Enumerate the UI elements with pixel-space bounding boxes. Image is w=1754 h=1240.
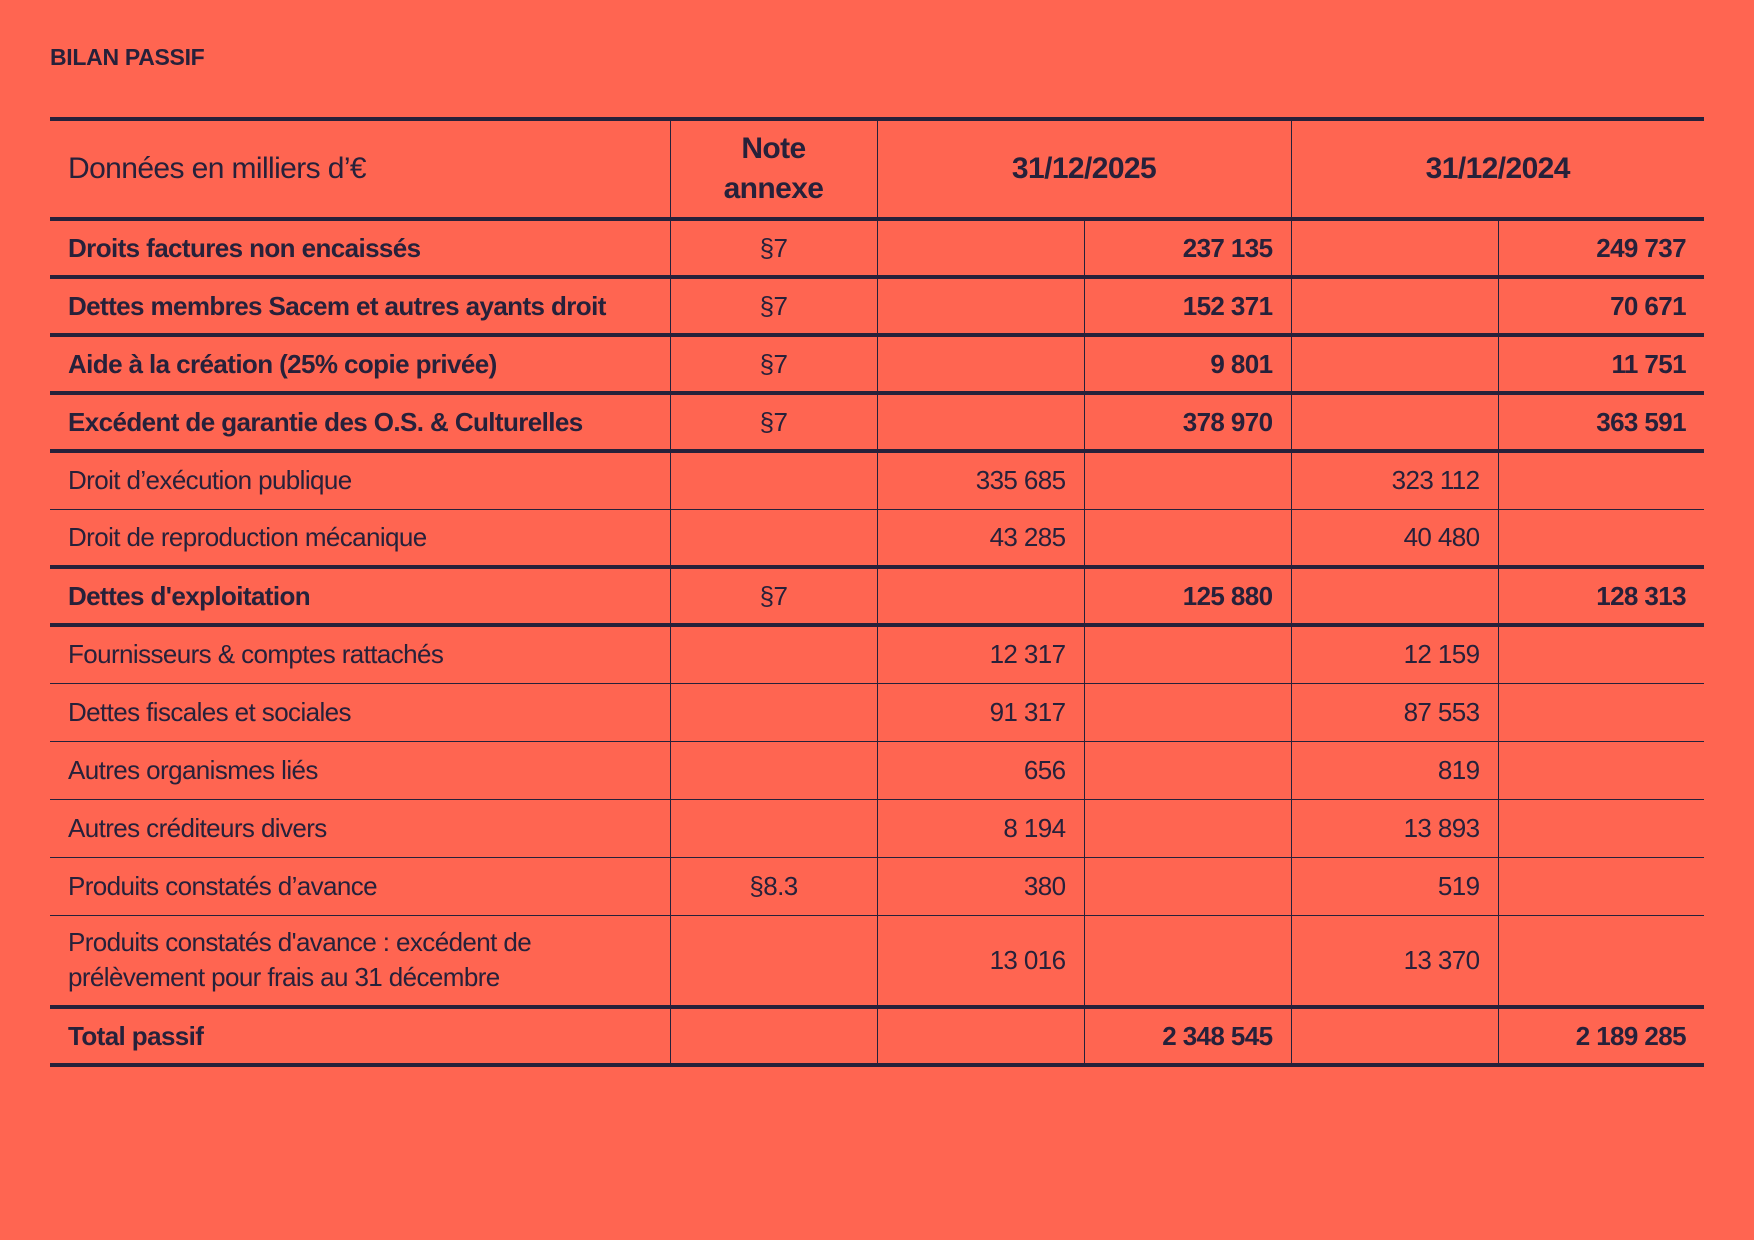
row-2024-detail	[1291, 335, 1498, 393]
table-row	[50, 741, 1704, 799]
row-2024-total	[1498, 509, 1704, 567]
row-2024-detail: 819	[1291, 741, 1498, 799]
row-2024-total	[1498, 915, 1704, 1007]
row-note	[670, 1007, 877, 1065]
row-2025-detail: 335 685	[877, 451, 1084, 509]
row-label: Dettes fiscales et sociales	[68, 696, 351, 727]
row-2024-total	[1498, 625, 1704, 683]
row-2025-detail: 656	[877, 741, 1084, 799]
row-2025-total: 378 970	[1084, 393, 1291, 451]
row-note: §7	[670, 219, 877, 277]
row-label: Droits factures non encaissés	[68, 232, 421, 263]
row-label: Autres organismes liés	[68, 754, 318, 785]
row-2024-total: 70 671	[1498, 277, 1704, 335]
row-2024-total: 249 737	[1498, 219, 1704, 277]
row-note	[670, 915, 877, 1007]
row-label: Dettes d'exploitation	[68, 580, 311, 611]
row-2025-total: 2 348 545	[1084, 1007, 1291, 1065]
row-2025-total: 152 371	[1084, 277, 1291, 335]
table-row	[50, 451, 1704, 509]
row-2025-total	[1084, 799, 1291, 857]
row-note	[670, 683, 877, 741]
row-2025-total	[1084, 741, 1291, 799]
row-2024-total: 128 313	[1498, 567, 1704, 625]
row-note: §8.3	[670, 857, 877, 915]
row-2024-detail: 13 893	[1291, 799, 1498, 857]
table-row	[50, 509, 1704, 567]
table-row	[50, 219, 1704, 277]
row-label: Total passif	[68, 1020, 204, 1051]
row-2024-total	[1498, 741, 1704, 799]
row-note	[670, 451, 877, 509]
row-2024-total	[1498, 451, 1704, 509]
row-2024-total: 2 189 285	[1498, 1007, 1704, 1065]
row-label: Aide à la création (25% copie privée)	[68, 348, 497, 379]
row-note	[670, 741, 877, 799]
row-2025-detail: 380	[877, 857, 1084, 915]
row-2025-detail	[877, 335, 1084, 393]
row-2025-detail	[877, 393, 1084, 451]
row-2025-detail: 13 016	[877, 915, 1084, 1007]
row-2025-total: 125 880	[1084, 567, 1291, 625]
row-2024-total: 363 591	[1498, 393, 1704, 451]
page-title: BILAN PASSIF	[50, 44, 205, 70]
row-2025-detail: 12 317	[877, 625, 1084, 683]
row-2024-detail	[1291, 567, 1498, 625]
row-note	[670, 625, 877, 683]
balance-sheet-table	[50, 117, 1704, 1067]
row-2025-detail	[877, 1007, 1084, 1065]
table-header-row	[50, 119, 1704, 219]
row-2025-detail: 91 317	[877, 683, 1084, 741]
row-note: §7	[670, 567, 877, 625]
table-row	[50, 393, 1704, 451]
row-2024-detail: 87 553	[1291, 683, 1498, 741]
table-row	[50, 799, 1704, 857]
row-2024-total	[1498, 799, 1704, 857]
row-label: Autres créditeurs divers	[68, 812, 327, 843]
row-2025-detail: 43 285	[877, 509, 1084, 567]
row-2025-detail: 8 194	[877, 799, 1084, 857]
row-2025-total: 9 801	[1084, 335, 1291, 393]
row-label: Dettes membres Sacem et autres ayants droit	[68, 290, 606, 321]
table-row	[50, 683, 1704, 741]
row-2024-total	[1498, 857, 1704, 915]
row-2024-detail: 13 370	[1291, 915, 1498, 1007]
row-2024-detail	[1291, 277, 1498, 335]
total-row	[50, 1007, 1704, 1065]
row-2025-detail	[877, 219, 1084, 277]
table-row	[50, 915, 1704, 1007]
row-2024-detail: 519	[1291, 857, 1498, 915]
row-label: Produits constatés d'avance : excédent de prélèvement pour frais au 31 décembre	[68, 927, 532, 993]
row-2024-total	[1498, 683, 1704, 741]
row-2024-detail	[1291, 1007, 1498, 1065]
row-2025-total	[1084, 857, 1291, 915]
row-note	[670, 509, 877, 567]
row-2025-total	[1084, 509, 1291, 567]
row-2025-detail	[877, 277, 1084, 335]
table-row	[50, 625, 1704, 683]
header-label: Données en milliers d’€	[68, 152, 367, 185]
row-2025-total	[1084, 451, 1291, 509]
row-2025-total	[1084, 683, 1291, 741]
header-period-2024: 31/12/2024	[1291, 119, 1704, 219]
row-2024-detail: 40 480	[1291, 509, 1498, 567]
table-row	[50, 277, 1704, 335]
row-note: §7	[670, 393, 877, 451]
row-label: Produits constatés d’avance	[68, 870, 377, 901]
table-row	[50, 857, 1704, 915]
row-2024-detail	[1291, 219, 1498, 277]
row-label: Fournisseurs & comptes rattachés	[68, 639, 444, 670]
row-2024-detail: 12 159	[1291, 625, 1498, 683]
table-row	[50, 335, 1704, 393]
row-2025-total: 237 135	[1084, 219, 1291, 277]
table-row	[50, 567, 1704, 625]
row-label: Droit de reproduction mécanique	[68, 521, 427, 552]
header-period-2025: 31/12/2025	[877, 119, 1291, 219]
row-2025-total	[1084, 915, 1291, 1007]
row-note: §7	[670, 277, 877, 335]
row-label: Droit d’exécution publique	[68, 465, 352, 496]
row-2024-detail	[1291, 393, 1498, 451]
row-label: Excédent de garantie des O.S. & Culturelles	[68, 406, 583, 437]
row-note	[670, 799, 877, 857]
row-2025-detail	[877, 567, 1084, 625]
row-note: §7	[670, 335, 877, 393]
header-note: Note annexe	[670, 119, 877, 219]
row-2025-total	[1084, 625, 1291, 683]
row-2024-detail: 323 112	[1291, 451, 1498, 509]
row-2024-total: 11 751	[1498, 335, 1704, 393]
